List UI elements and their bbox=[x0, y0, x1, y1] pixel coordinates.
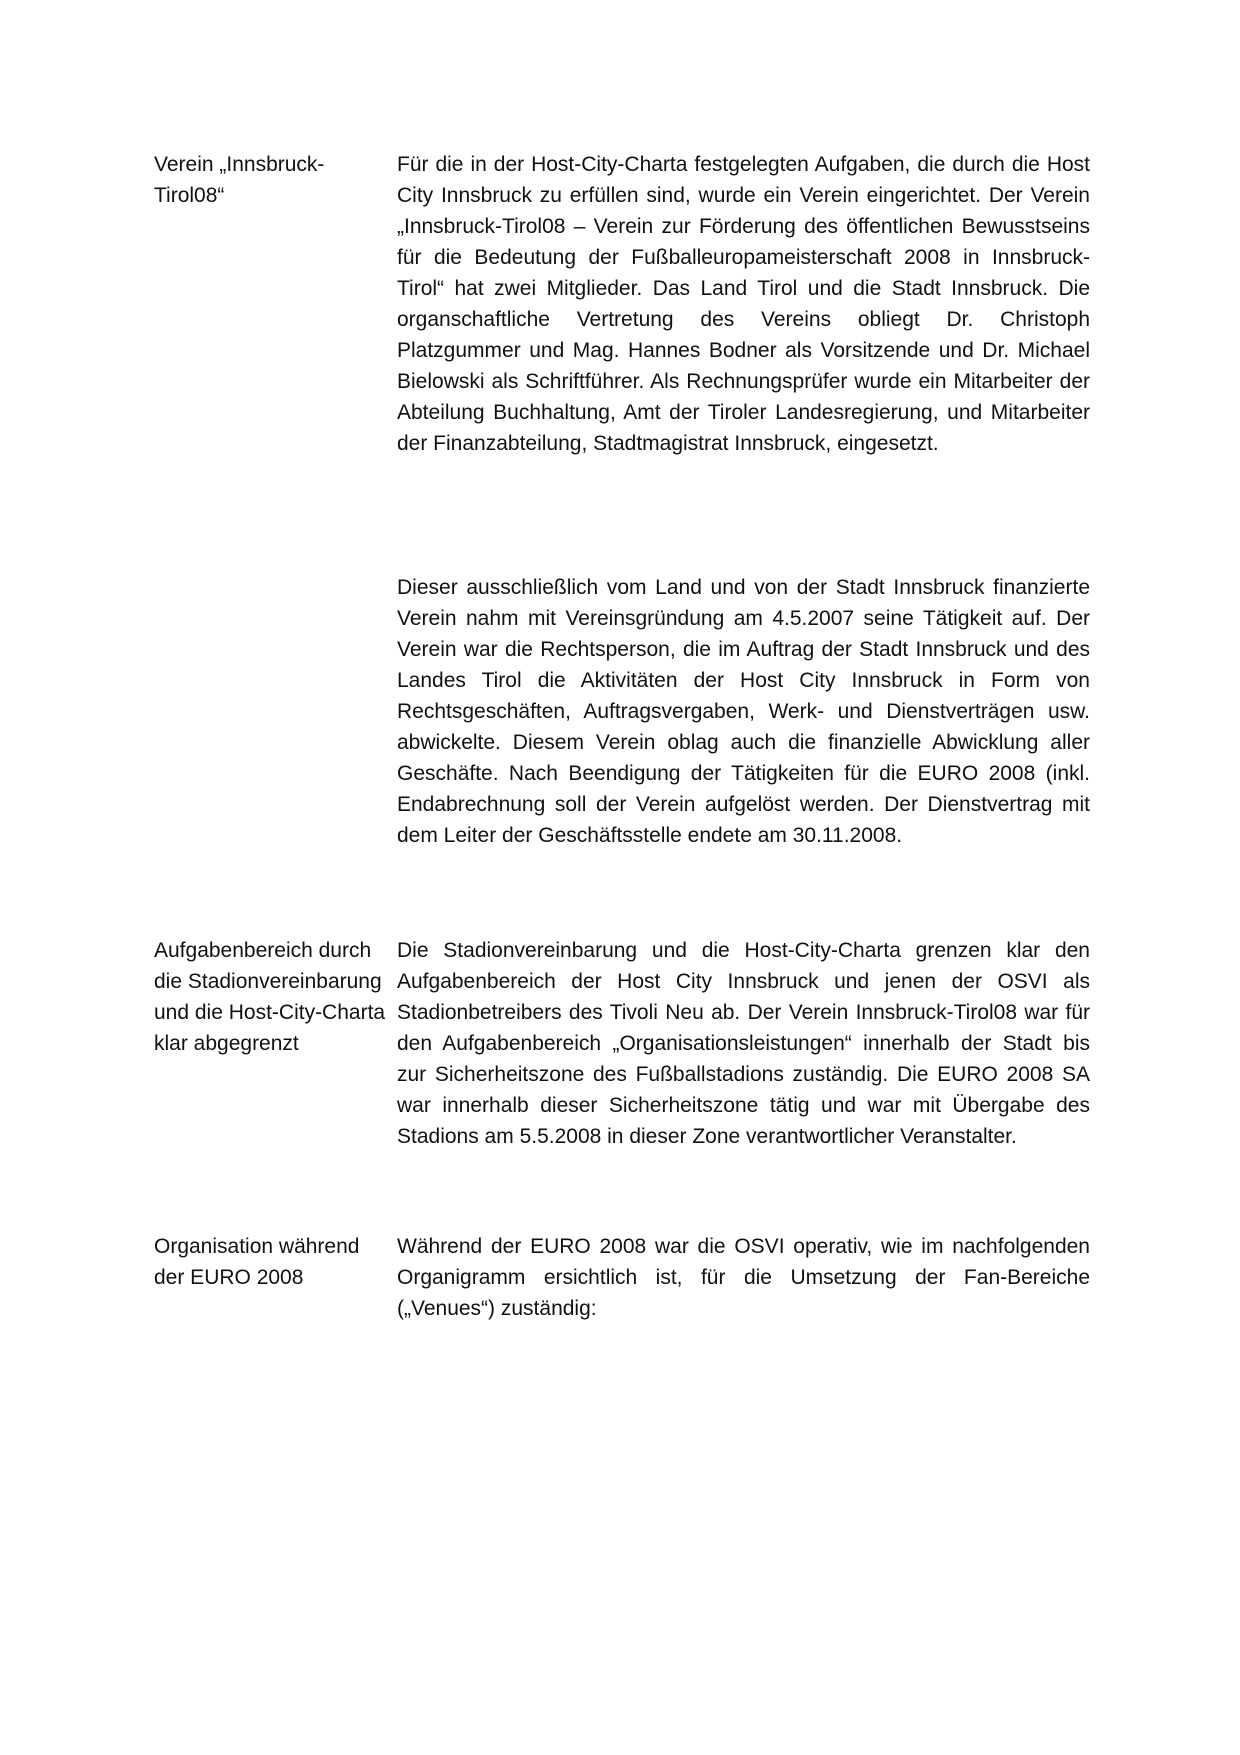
section-paragraph-verein-2: Dieser ausschließlich vom Land und von der Stadt Innsbruck finanzierte Verein nahm mit Vereinsgründung am 4.5.2007 seine Tätigkeit auf. Der Verein war die Rechtsperson, die im Auftrag der Stadt Innsbruck und des Landes Tirol die Aktivitäten der Host City Innsbruck in Form von Rechtsgeschäften, Auftragsvergaben, Werk- und Dienstverträgen usw. abwickelte. Diesem Verein oblag auch die finanzielle Abwicklung aller Geschäfte. Nach Beendigung der Tätigkeiten für die EURO 2008 (inkl. Endabrechnung soll der Verein aufgelöst werden. Der Dienstvertrag mit dem Leiter der Geschäftsstelle endete am 30.11.2008. bbox=[397, 576, 1090, 847]
section-paragraph-organisation: Während der EURO 2008 war die OSVI operativ, wie im nachfolgenden Organigramm ersichtlich ist, für die Umsetzung der Fan-Bereiche („Venues“) zuständig: bbox=[397, 1235, 1090, 1320]
section-label-organisation: Organisation während der EURO 2008 bbox=[154, 1235, 360, 1289]
section-label-aufgabenbereich: Aufgabenbereich durch die Stadionvereinbarung und die Host-City-Charta klar abgegrenzt bbox=[154, 939, 386, 1055]
section-paragraph-aufgabenbereich: Die Stadionvereinbarung und die Host-City-Charta grenzen klar den Aufgabenbereich der Host City Innsbruck und jenen der OSVI als Stadionbetreibers des Tivoli Neu ab. Der Verein Innsbruck-Tirol08 war für den Aufgabenbereich „Organisationsleistungen“ innerhalb der Stadt bis zur Sicherheitszone des Fußballstadions zuständig. Die EURO 2008 SA war innerhalb dieser Sicherheitszone tätig und war mit Übergabe des Stadions am 5.5.2008 in dieser Zone verantwortlicher Veranstalter. bbox=[397, 939, 1090, 1148]
section-paragraph-verein-1: Für die in der Host-City-Charta festgelegten Aufgaben, die durch die Host City Innsbruck zu erfüllen sind, wurde ein Verein eingerichtet. Der Verein „Innsbruck-Tirol08 – Verein zur Förderung des öffentlichen Bewusstseins für die Bedeutung der Fußballeuropameisterschaft 2008 in Innsbruck-Tirol“ hat zwei Mitglieder. Das Land Tirol und die Stadt Innsbruck. Die organschaftliche Vertretung des Vereins obliegt Dr. Christoph Platzgummer und Mag. Hannes Bodner als Vorsitzende und Dr. Michael Bielowski als Schriftführer. Als Rechnungsprüfer wurde ein Mitarbeiter der Abteilung Buchhaltung, Amt der Tiroler Landesregierung, und Mitarbeiter der Finanzabteilung, Stadtmagistrat Innsbruck, eingesetzt. bbox=[397, 153, 1090, 455]
section-label-verein: Verein „Innsbruck-Tirol08“ bbox=[154, 153, 325, 207]
